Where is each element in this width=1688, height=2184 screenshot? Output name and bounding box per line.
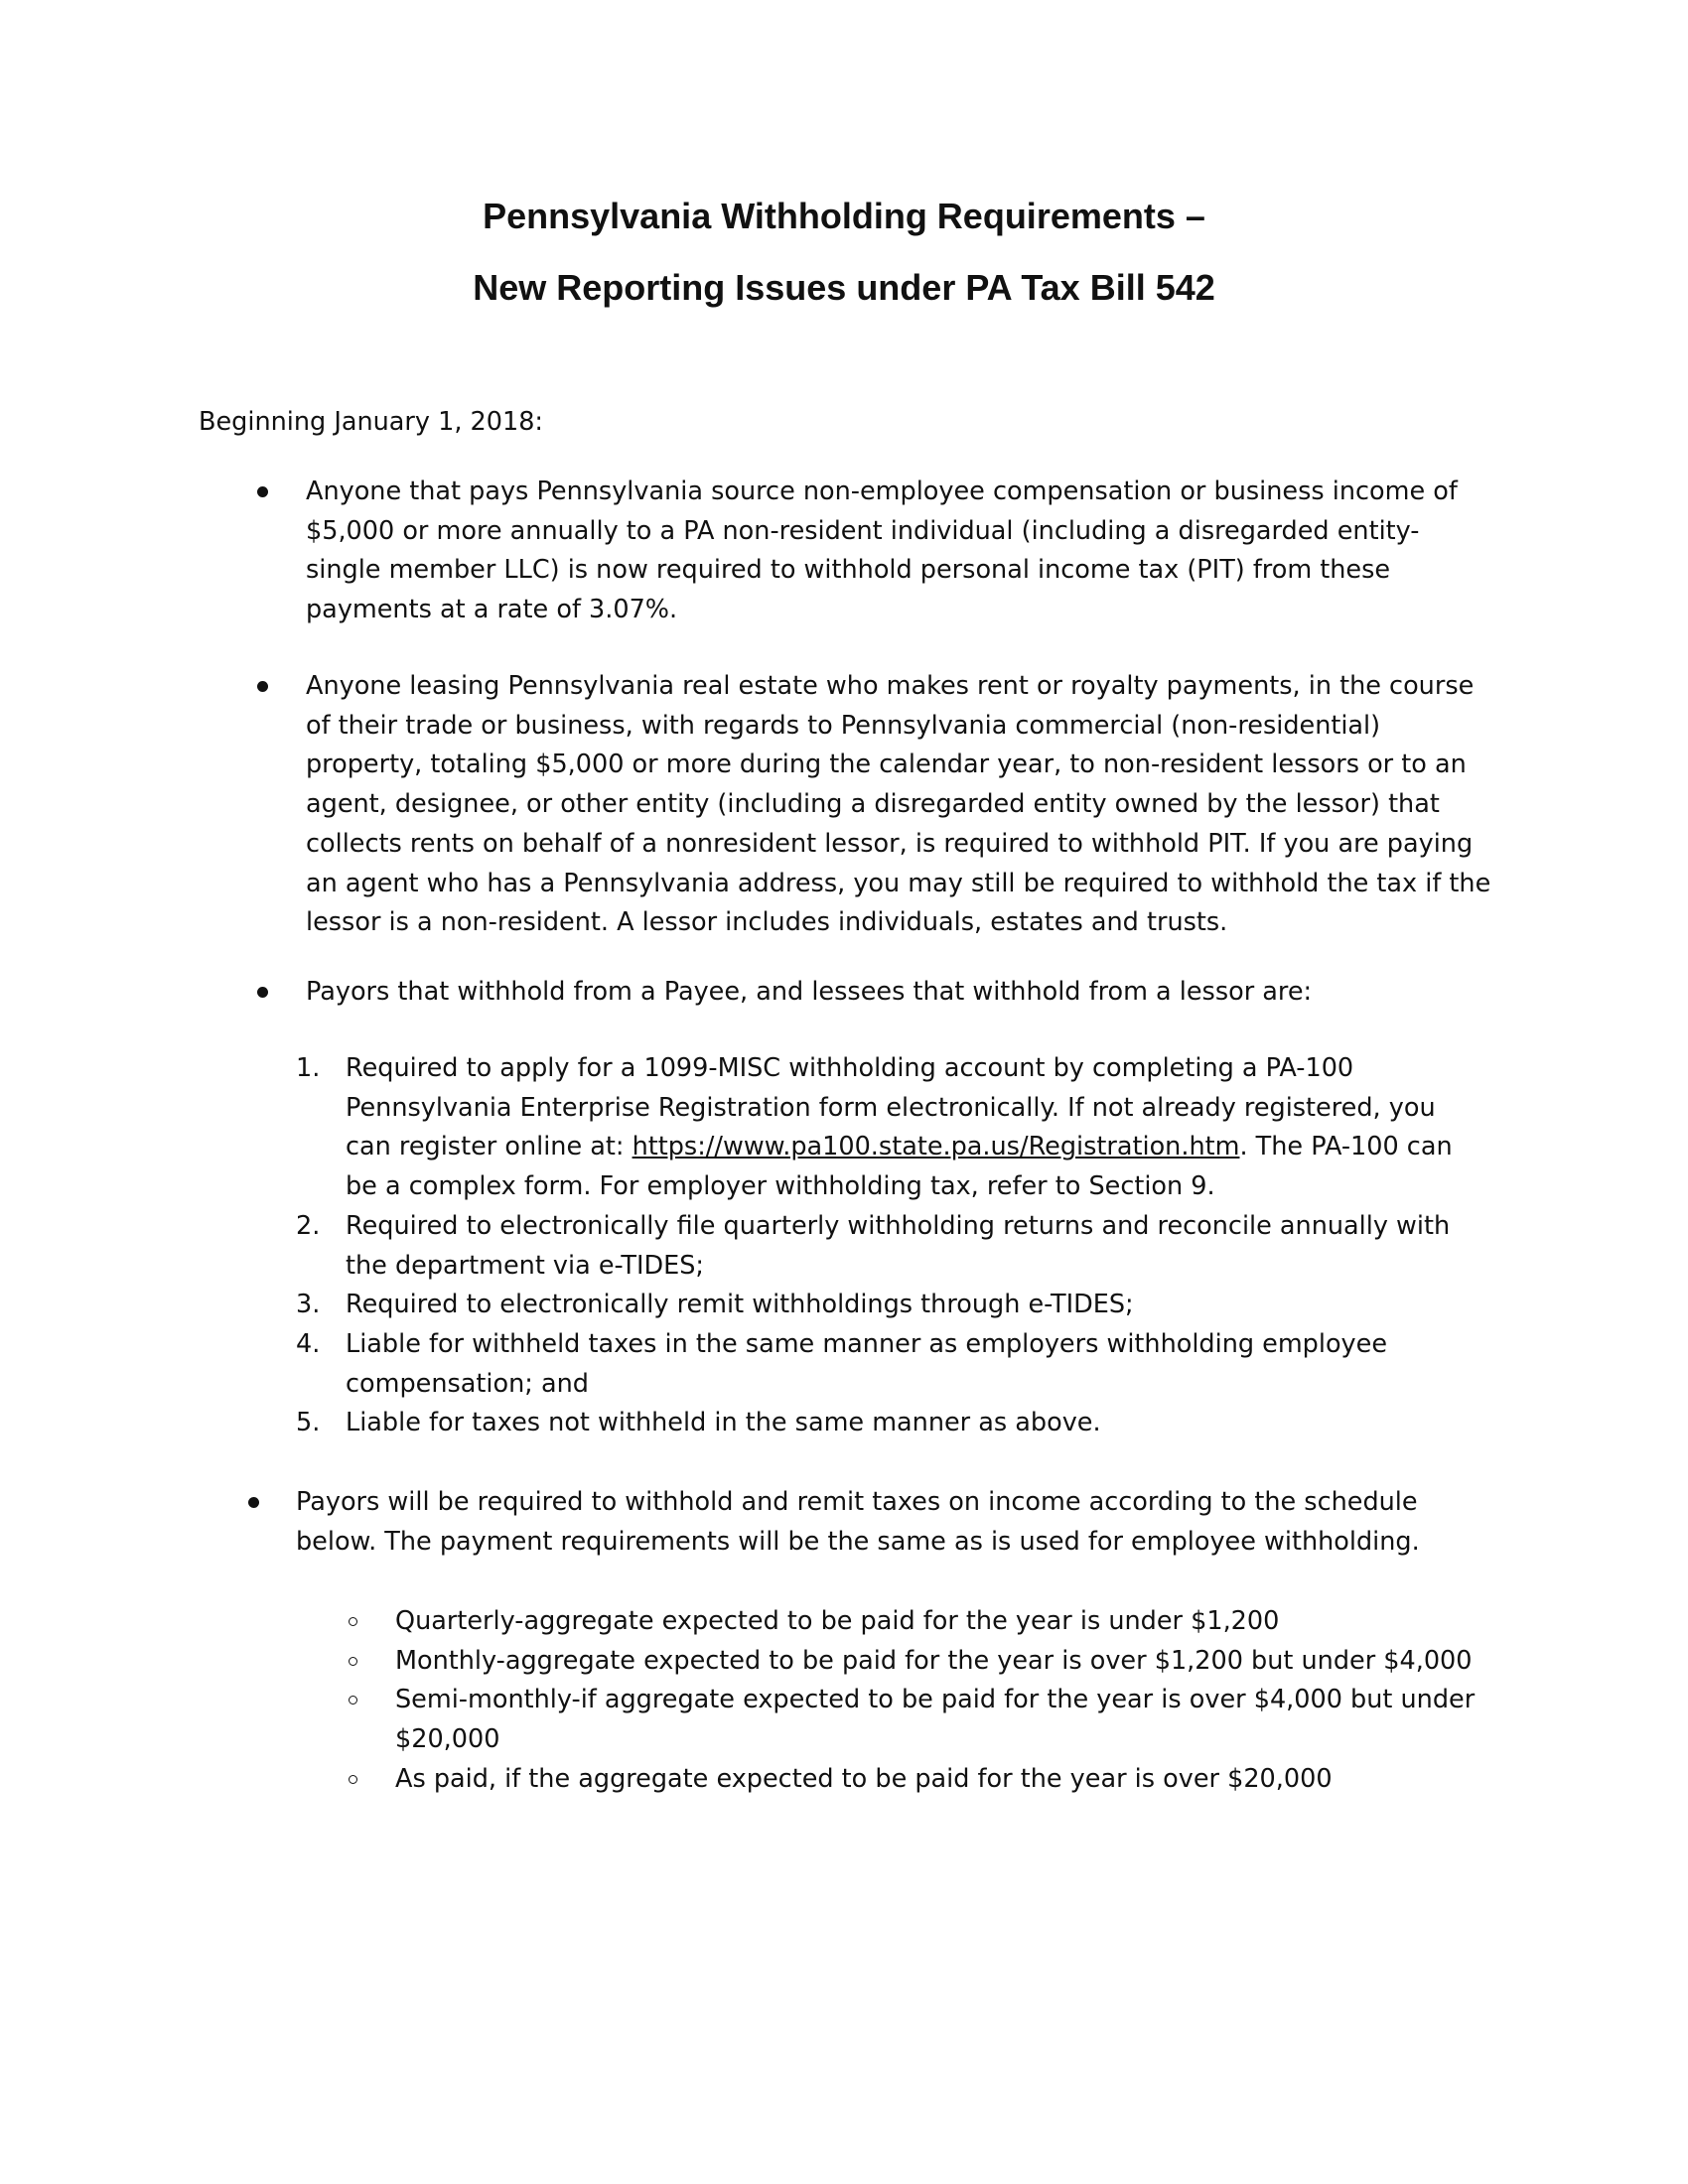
document-title-line-1: Pennsylvania Withholding Requirements – (483, 196, 1205, 236)
circle-bullet-icon (349, 1657, 357, 1666)
list-item (0, 1602, 1487, 1642)
payment-schedule-list (0, 1602, 1487, 1800)
intro-text: Beginning January 1, 2018: (199, 407, 544, 437)
schedule-item-text: Monthly-aggregate expected to be paid for the year is over $1,200 but under $4,000 (395, 1645, 1473, 1676)
list-item-number: 4. (296, 1328, 321, 1359)
list-item (0, 1404, 1487, 1443)
list-item-number: 2. (296, 1210, 321, 1241)
list-item (0, 1207, 1487, 1286)
bullet-text: Payors that withhold from a Payee, and lessees that withhold from a lessor are: (306, 977, 1313, 1007)
list-item-text: Required to electronically remit withholdings through e-TIDES; (346, 1290, 1134, 1320)
circle-bullet-icon (349, 1696, 357, 1705)
registration-link[interactable]: https://www.pa100.state.pa.us/Registration.htm (632, 1132, 1240, 1162)
list-item-number: 5. (296, 1408, 321, 1438)
circle-bullet-icon (349, 1775, 357, 1784)
list-item-text: Liable for withheld taxes in the same manner as employers withholding employee compensation; and (346, 1328, 1388, 1399)
list-item-text-part: Required to apply for a 1099-MISC withholding account by completing a PA-100 Pennsylvania Enterprise Registration form electronically. If not already registered, you can register online at: (346, 1053, 1436, 1162)
bullet-dot-icon (257, 681, 268, 692)
bullet-text: Anyone that pays Pennsylvania source non-employee compensation or business income of $5,000 or more annually to a PA non-resident individual (including a disregarded entity-single member LLC) is now required to withhold personal income tax (PIT) from these payments at a rate of 3.07%. (306, 477, 1458, 625)
list-item-text-part: . The PA-100 can be a complex form. For employer withholding tax, refer to Section 9. (346, 1132, 1453, 1202)
circle-bullet-icon (349, 1617, 357, 1626)
bullet-text: Anyone leasing Pennsylvania real estate who makes rent or royalty payments, in the course of their trade or business, with regards to Pennsylvania commercial (non-residential) property, totaling $5,000 or more during the calendar year, to non-resident lessors or to an agent, designee, or other entity (including a disregarded entity owned by the lessor) that collects rents on behalf of a nonresident lessor, is required to withhold PIT. If you are paying an agent who has a Pennsylvania address, you may still be required to withhold the tax if the lessor is a non-resident. A lessor includes individuals, estates and trusts. (306, 671, 1491, 938)
bullet-dot-icon (248, 1497, 259, 1508)
requirements-list (0, 1049, 1487, 1443)
list-item (0, 1325, 1487, 1404)
list-item-number: 3. (296, 1290, 321, 1320)
list-item-number: 1. (296, 1053, 321, 1083)
list-item (0, 1286, 1487, 1325)
schedule-item-text: Semi-monthly-if aggregate expected to be paid for the year is over $4,000 but under $20,000 (395, 1685, 1476, 1755)
bullet-dot-icon (257, 987, 268, 998)
list-item-text (346, 1049, 1487, 1207)
list-item-text: Required to electronically file quarterly withholding returns and reconcile annually with the department via e-TIDES; (346, 1210, 1451, 1281)
schedule-item-text: As paid, if the aggregate expected to be paid for the year is over $20,000 (395, 1763, 1333, 1794)
list-item (0, 1642, 1487, 1682)
bullet-dot-icon (257, 486, 268, 497)
list-item (0, 1681, 1487, 1759)
list-item-text: Liable for taxes not withheld in the same manner as above. (346, 1408, 1101, 1438)
list-item (0, 1760, 1487, 1800)
list-item (0, 1049, 1487, 1207)
bullet-text: Payors will be required to withhold and remit taxes on income according to the schedule below. The payment requirements will be the same as is used for employee withholding. (296, 1487, 1420, 1557)
schedule-item-text: Quarterly-aggregate expected to be paid for the year is under $1,200 (395, 1606, 1280, 1636)
document-title-line-2: New Reporting Issues under PA Tax Bill 542 (473, 267, 1215, 308)
